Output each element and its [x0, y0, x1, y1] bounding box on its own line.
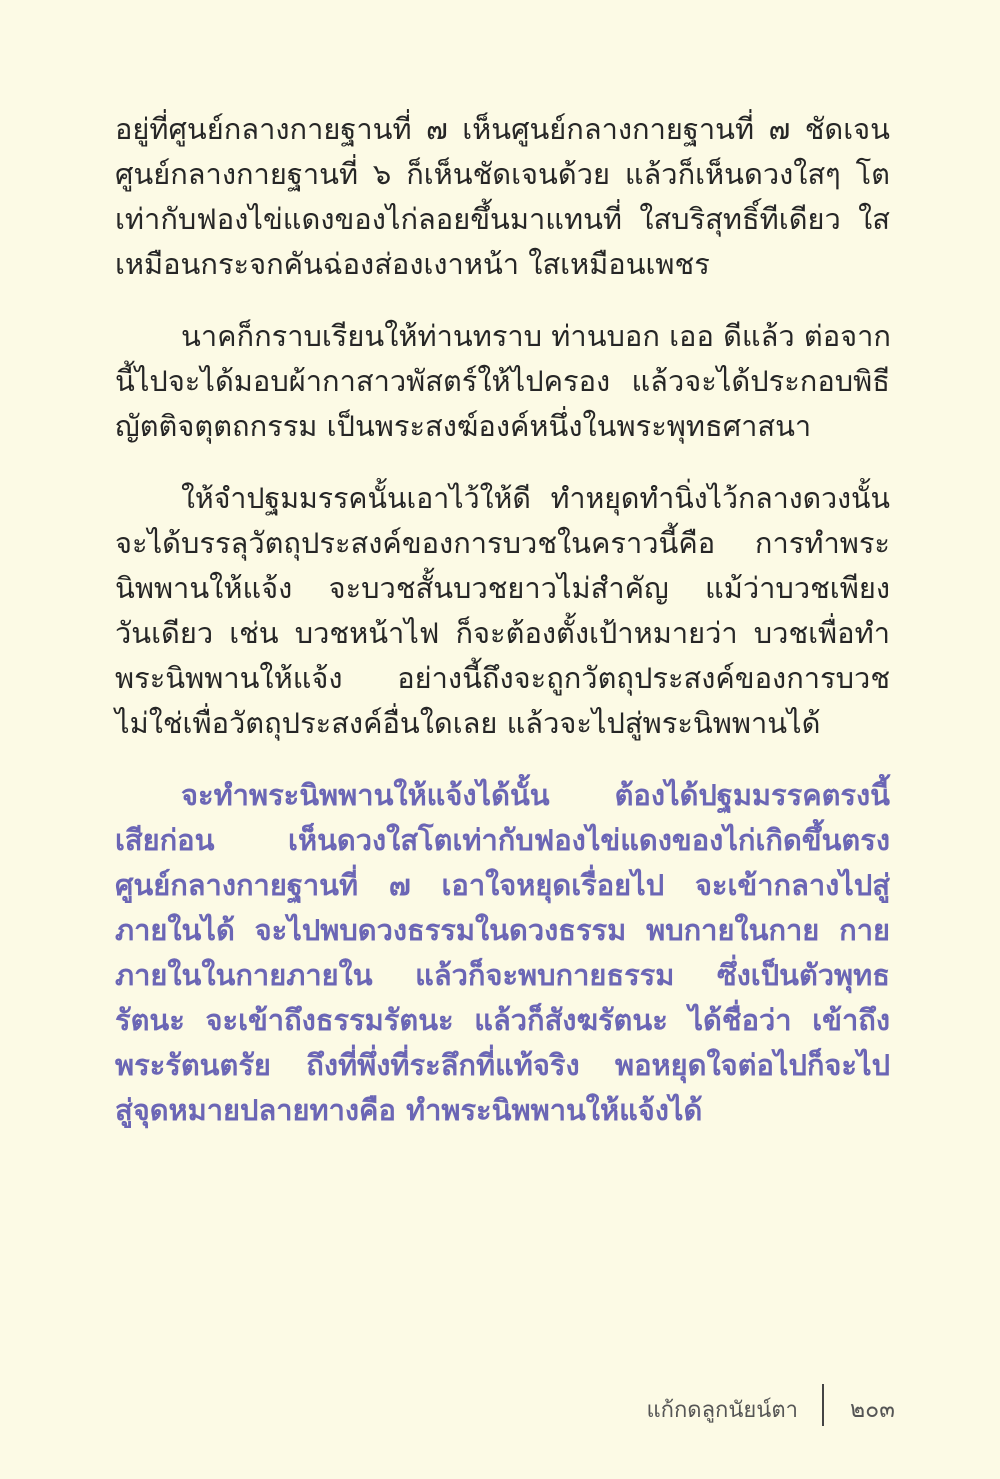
paragraph-line: อยู่ที่ศูนย์กลางกายฐานที่ ๗ เห็นศูนย์กลางกายฐานที่ ๗ ชัดเจน	[115, 112, 890, 146]
paragraph-line: ภายในในกายภายใน แล้วก็จะพบกายธรรม ซึ่งเป็นตัวพุทธ	[115, 958, 890, 992]
page-footer	[600, 1378, 910, 1434]
paragraph-line: พระนิพพานให้แจ้ง อย่างนี้ถึงจะถูกวัตถุประสงค์ของการบวช	[115, 661, 890, 695]
highlighted-paragraph	[115, 773, 890, 1133]
paragraph-line: นาคก็กราบเรียนให้ท่านทราบ ท่านบอก เออ ดีแล้ว ต่อจาก	[181, 319, 891, 353]
paragraph-line: เหมือนกระจกคันฉ่องส่องเงาหน้า ใสเหมือนเพชร	[115, 247, 710, 281]
footer-divider	[822, 1384, 824, 1426]
paragraph-line: จะทำพระนิพพานให้แจ้งได้นั้น ต้องได้ปฐมมรรคตรงนี้	[181, 778, 890, 812]
paragraph-3	[115, 476, 890, 746]
paragraph-line: ศูนย์กลางกายฐานที่ ๖ ก็เห็นชัดเจนด้วย แล้วก็เห็นดวงใสๆ โต	[115, 157, 890, 191]
paragraph-line: ศูนย์กลางกายฐานที่ ๗ เอาใจหยุดเรื่อยไป จะเข้ากลางไปสู่	[115, 868, 890, 902]
paragraph-line: พระรัตนตรัย ถึงที่พึ่งที่ระลึกที่แท้จริง พอหยุดใจต่อไปก็จะไป	[115, 1048, 890, 1082]
paragraph-line: ญัตติจตุตถกรรม เป็นพระสงฆ์องค์หนึ่งในพระพุทธศาสนา	[115, 409, 812, 443]
paragraph-line: เสียก่อน เห็นดวงใสโตเท่ากับฟองไข่แดงของไก่เกิดขึ้นตรง	[115, 823, 890, 857]
paragraph-line: รัตนะ จะเข้าถึงธรรมรัตนะ แล้วก็สังฆรัตนะ ได้ชื่อว่า เข้าถึง	[115, 1003, 890, 1037]
paragraph-line: เท่ากับฟองไข่แดงของไก่ลอยขึ้นมาแทนที่ ใสบริสุทธิ์ทีเดียว ใส	[115, 202, 890, 236]
paragraph-line: ไม่ใช่เพื่อวัตถุประสงค์อื่นใดเลย แล้วจะไปสู่พระนิพพานได้	[115, 706, 821, 740]
book-title: แก้กดลูกนัยน์ตา	[646, 1398, 798, 1423]
paragraph-line: ภายในได้ จะไปพบดวงธรรมในดวงธรรม พบกายในกาย กาย	[115, 913, 890, 947]
page-body	[115, 107, 890, 1133]
paragraph-line: สู่จุดหมายปลายทางคือ ทำพระนิพพานให้แจ้งได้	[115, 1093, 703, 1127]
paragraph-1	[115, 107, 890, 287]
paragraph-line: นิพพานให้แจ้ง จะบวชสั้นบวชยาวไม่สำคัญ แม้ว่าบวชเพียง	[115, 571, 890, 605]
paragraph-line: วันเดียว เช่น บวชหน้าไฟ ก็จะต้องตั้งเป้าหมายว่า บวชเพื่อทำ	[115, 616, 890, 650]
paragraph-2	[115, 314, 890, 449]
paragraph-line: ให้จำปฐมมรรคนั้นเอาไว้ให้ดี ทำหยุดทำนิ่งไว้กลางดวงนั้น	[181, 482, 890, 515]
paragraph-line: จะได้บรรลุวัตถุประสงค์ของการบวชในคราวนี้คือ การทำพระ	[115, 526, 890, 560]
paragraph-line: นี้ไปจะได้มอบผ้ากาสาวพัสตร์ให้ไปครอง แล้วจะได้ประกอบพิธี	[115, 364, 890, 398]
page-number: ๒๐๓	[850, 1397, 895, 1423]
